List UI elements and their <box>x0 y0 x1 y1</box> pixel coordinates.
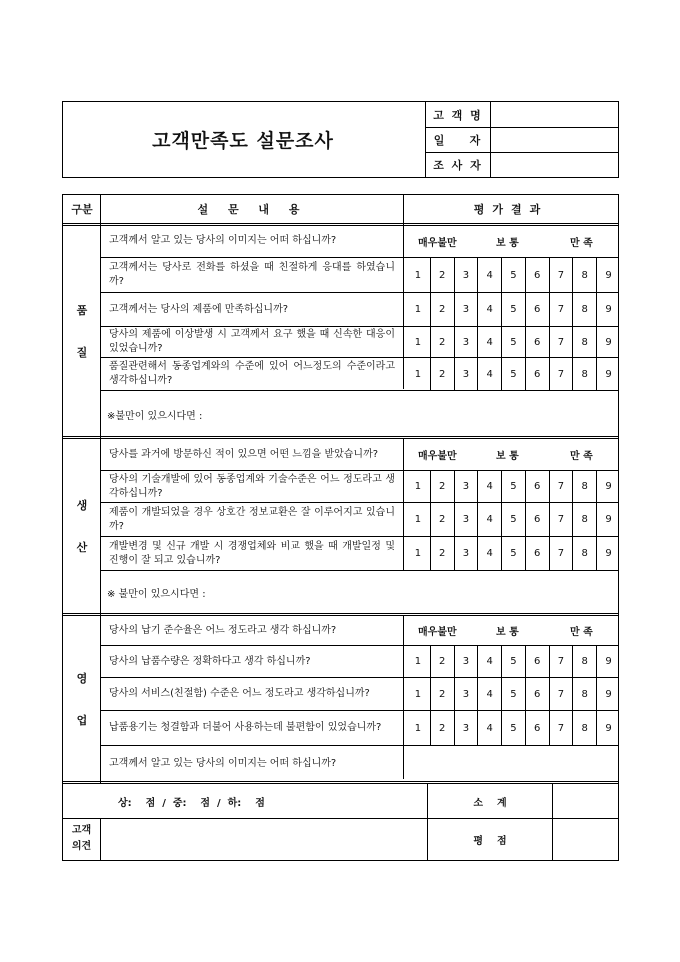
rating-option[interactable]: 1 <box>414 368 422 380</box>
rating-option[interactable]: 6 <box>525 258 549 292</box>
rating-option[interactable]: 7 <box>549 293 573 326</box>
rating-option[interactable]: 6 <box>525 646 549 677</box>
rating-option[interactable]: 3 <box>454 711 478 745</box>
rating-option[interactable]: 8 <box>572 471 596 502</box>
question-text: 납품용기는 청결함과 더불어 사용하는데 불편함이 있었습니까? <box>109 722 382 733</box>
rating-option[interactable]: 7 <box>549 537 573 570</box>
category-column-header: 구분 <box>71 203 93 216</box>
rating-option[interactable]: 3 <box>454 678 478 710</box>
rating-option[interactable]: 3 <box>454 471 478 502</box>
rating-option[interactable]: 6 <box>525 503 549 536</box>
question-text: 개발변경 및 신규 개발 시 경쟁업체와 비교 했을 때 개발일정 및 진행이 잘 되고 있습니까? <box>109 540 395 566</box>
category-char: 품 <box>76 303 88 317</box>
rating-option[interactable]: 8 <box>572 503 596 536</box>
question-text: 당사의 납기 준수율은 어느 정도라고 생각 하십니까? <box>109 624 337 636</box>
rating-option[interactable]: 1 <box>414 336 422 348</box>
category-quality <box>63 225 101 436</box>
category-char: 영 <box>76 671 88 685</box>
complaint-note: ※ 불만이 있으시다면 : <box>107 589 206 600</box>
rating-option[interactable]: 2 <box>430 471 454 502</box>
rating-option[interactable]: 5 <box>501 711 525 745</box>
row-line <box>101 390 618 391</box>
rating-option[interactable]: 9 <box>596 293 620 326</box>
form-header <box>62 101 619 178</box>
category-char: 질 <box>76 345 88 359</box>
rating-option[interactable]: 8 <box>572 293 596 326</box>
question-text: 고객께서는 당사의 제품에 만족하십니까? <box>109 303 289 315</box>
question-text: 고객께서 알고 있는 당사의 이미지는 어떠 하십니까? <box>109 757 337 769</box>
scale-header <box>406 439 620 470</box>
rating-option[interactable]: 5 <box>501 646 525 677</box>
rating-option[interactable]: 6 <box>525 293 549 326</box>
rating-option[interactable]: 7 <box>549 327 573 357</box>
rating-option[interactable]: 1 <box>414 481 422 492</box>
rating-option[interactable]: 1 <box>414 722 422 734</box>
rating-option[interactable]: 9 <box>596 258 620 292</box>
customer-name-row <box>426 102 619 127</box>
rating-option[interactable]: 9 <box>596 471 620 502</box>
rating-option[interactable]: 1 <box>414 688 422 700</box>
rating-option[interactable]: 6 <box>525 327 549 357</box>
rating-option[interactable]: 4 <box>477 503 501 536</box>
rating-option[interactable]: 4 <box>477 646 501 677</box>
rating-option[interactable]: 9 <box>596 358 620 390</box>
complaint-note: ※불만이 있으시다면 : <box>107 411 203 422</box>
rating-option[interactable]: 2 <box>430 646 454 677</box>
scale-high-label: 만 족 <box>570 237 593 249</box>
rating-option[interactable]: 3 <box>454 293 478 326</box>
rating-option[interactable]: 2 <box>430 678 454 710</box>
rating-option[interactable]: 6 <box>525 471 549 502</box>
rating-option[interactable]: 3 <box>454 358 478 390</box>
rating-option[interactable]: 9 <box>596 327 620 357</box>
rating-option[interactable]: 7 <box>549 258 573 292</box>
rating-option[interactable]: 8 <box>572 358 596 390</box>
scale-header <box>406 616 620 645</box>
form-title: 고객만족도 설문조사 <box>152 130 334 152</box>
subtotal-label: 소 계 <box>473 797 507 809</box>
rating-option[interactable]: 8 <box>572 678 596 710</box>
scale-mid-label: 보 통 <box>496 237 519 249</box>
rating-option[interactable]: 7 <box>549 358 573 390</box>
rating-option[interactable]: 2 <box>430 537 454 570</box>
scale-low-label: 매우불만 <box>418 237 457 249</box>
opinion-label-line: 의견 <box>71 841 92 852</box>
date-label: 일 자 <box>426 128 491 152</box>
rating-option[interactable]: 7 <box>549 646 573 677</box>
opinion-label <box>63 818 100 860</box>
rating-option[interactable]: 3 <box>454 537 478 570</box>
rating-option[interactable]: 8 <box>572 258 596 292</box>
rating-option[interactable]: 6 <box>525 678 549 710</box>
question-text: 고객께서는 당사로 전화를 하셨을 때 친절하게 응대를 하였습니까? <box>109 262 395 287</box>
rating-option[interactable]: 7 <box>549 471 573 502</box>
rating-option[interactable]: 1 <box>414 514 422 525</box>
question-text: 품질관련해서 동종업계와의 수준에 있어 어느정도의 수준이라고 생각하십니까? <box>109 361 395 386</box>
rating-option[interactable]: 5 <box>501 358 525 390</box>
rating-option[interactable]: 7 <box>549 711 573 745</box>
result-column-header: 평가결과 <box>473 203 549 216</box>
rating-option[interactable]: 8 <box>572 537 596 570</box>
rating-option[interactable]: 5 <box>501 293 525 326</box>
rating-option[interactable]: 5 <box>501 327 525 357</box>
rating-scale <box>406 471 620 502</box>
rating-option[interactable]: 4 <box>477 258 501 292</box>
opinion-field[interactable] <box>101 819 427 860</box>
rating-option[interactable]: 9 <box>596 537 620 570</box>
rating-scale <box>406 503 620 536</box>
rating-option[interactable]: 4 <box>477 471 501 502</box>
rating-option[interactable]: 9 <box>596 711 620 745</box>
content-divider-3 <box>403 615 404 779</box>
survey-table <box>62 194 619 861</box>
rating-scale <box>406 646 620 677</box>
rating-option[interactable]: 6 <box>525 537 549 570</box>
rating-option[interactable]: 5 <box>501 258 525 292</box>
content-column-header: 설 문 내 용 <box>197 203 308 216</box>
scale-high-label: 만 족 <box>570 451 593 462</box>
rating-scale <box>406 711 620 745</box>
rating-scale <box>406 327 620 357</box>
rating-option[interactable]: 5 <box>501 503 525 536</box>
scale-low-label: 매우불만 <box>418 451 457 462</box>
rating-option[interactable]: 4 <box>477 711 501 745</box>
question-text: 고객께서 알고 있는 당사의 이미지는 어떠 하십니까? <box>109 235 337 246</box>
question-text: 당사를 과거에 방문하신 적이 있으면 어떤 느낌을 받았습니까? <box>109 448 379 460</box>
rating-option[interactable]: 8 <box>572 711 596 745</box>
question-text: 당사의 기술개발에 있어 동종업계와 기술수준은 어느 정도라고 생각하십니까? <box>109 473 395 499</box>
rating-option[interactable]: 1 <box>414 269 422 281</box>
rating-field[interactable] <box>553 819 618 860</box>
customer-name-field[interactable] <box>491 102 619 127</box>
rating-option[interactable]: 2 <box>430 327 454 357</box>
scale-mid-label: 보 통 <box>496 627 519 638</box>
rating-option[interactable]: 2 <box>430 293 454 326</box>
rating-option[interactable]: 7 <box>549 503 573 536</box>
rating-option[interactable]: 9 <box>596 678 620 710</box>
rating-option[interactable]: 5 <box>501 537 525 570</box>
scale-mid-label: 보 통 <box>496 451 519 462</box>
date-field[interactable] <box>491 128 619 152</box>
row-line <box>101 570 618 571</box>
rating-option[interactable]: 5 <box>501 471 525 502</box>
rating-option[interactable]: 7 <box>549 678 573 710</box>
rating-option[interactable]: 2 <box>430 358 454 390</box>
rating-option[interactable]: 9 <box>596 646 620 677</box>
question-text: 제품이 개발되었을 경우 상호간 정보교환은 잘 이루어지고 있습니까? <box>109 506 395 532</box>
surveyor-row <box>426 152 619 177</box>
rating-option[interactable]: 4 <box>477 358 501 390</box>
rating-option[interactable]: 6 <box>525 358 549 390</box>
rating-option[interactable]: 8 <box>572 327 596 357</box>
category-char: 생 <box>76 499 88 512</box>
rating-option[interactable]: 2 <box>430 711 454 745</box>
rating-option[interactable]: 5 <box>501 678 525 710</box>
rating-option[interactable]: 9 <box>596 503 620 536</box>
rating-scale <box>406 258 620 292</box>
scale-high-label: 만 족 <box>570 627 593 638</box>
surveyor-field[interactable] <box>491 153 619 177</box>
rating-option[interactable]: 4 <box>477 327 501 357</box>
content-divider-2 <box>403 438 404 570</box>
surveyor-label: 조 사 자 <box>426 153 491 177</box>
rating-label: 평 점 <box>473 835 507 847</box>
rating-option[interactable]: 4 <box>477 537 501 570</box>
score-breakdown: 상: 점 / 중: 점 / 하: 점 <box>118 797 265 809</box>
rating-option[interactable]: 3 <box>454 258 478 292</box>
rating-option[interactable]: 3 <box>454 646 478 677</box>
rating-option[interactable]: 1 <box>414 548 422 559</box>
rating-option[interactable]: 8 <box>572 646 596 677</box>
question-text: 당사의 서비스(친절함) 수준은 어느 정도라고 생각하십니까? <box>109 688 370 699</box>
rating-option[interactable]: 1 <box>414 304 422 315</box>
question-text: 당사의 제품에 이상발생 시 고객께서 요구 했을 때 신속한 대응이 있었습니까? <box>109 329 395 354</box>
scale-header <box>406 225 620 257</box>
rating-option[interactable]: 3 <box>454 327 478 357</box>
rating-scale <box>406 358 620 390</box>
category-char: 업 <box>76 713 88 727</box>
rating-option[interactable]: 4 <box>477 678 501 710</box>
rating-scale <box>406 537 620 570</box>
rating-option[interactable]: 4 <box>477 293 501 326</box>
date-row <box>426 127 619 152</box>
rating-scale <box>406 293 620 326</box>
rating-option[interactable]: 2 <box>430 258 454 292</box>
subtotal-field[interactable] <box>553 784 618 818</box>
customer-name-label: 고 객 명 <box>426 102 491 127</box>
rating-option[interactable]: 3 <box>454 503 478 536</box>
opinion-label-line: 고객 <box>71 825 92 836</box>
rating-option[interactable]: 2 <box>430 503 454 536</box>
category-char: 산 <box>76 541 88 554</box>
rating-option[interactable]: 6 <box>525 711 549 745</box>
scale-low-label: 매우불만 <box>418 627 457 638</box>
header-fields <box>425 102 619 177</box>
rating-option[interactable]: 1 <box>414 656 422 667</box>
category-sales <box>63 616 101 781</box>
question-text: 당사의 납품수량은 정확하다고 생각 하십니까? <box>109 655 311 667</box>
category-production <box>63 439 101 613</box>
rating-scale <box>406 678 620 710</box>
